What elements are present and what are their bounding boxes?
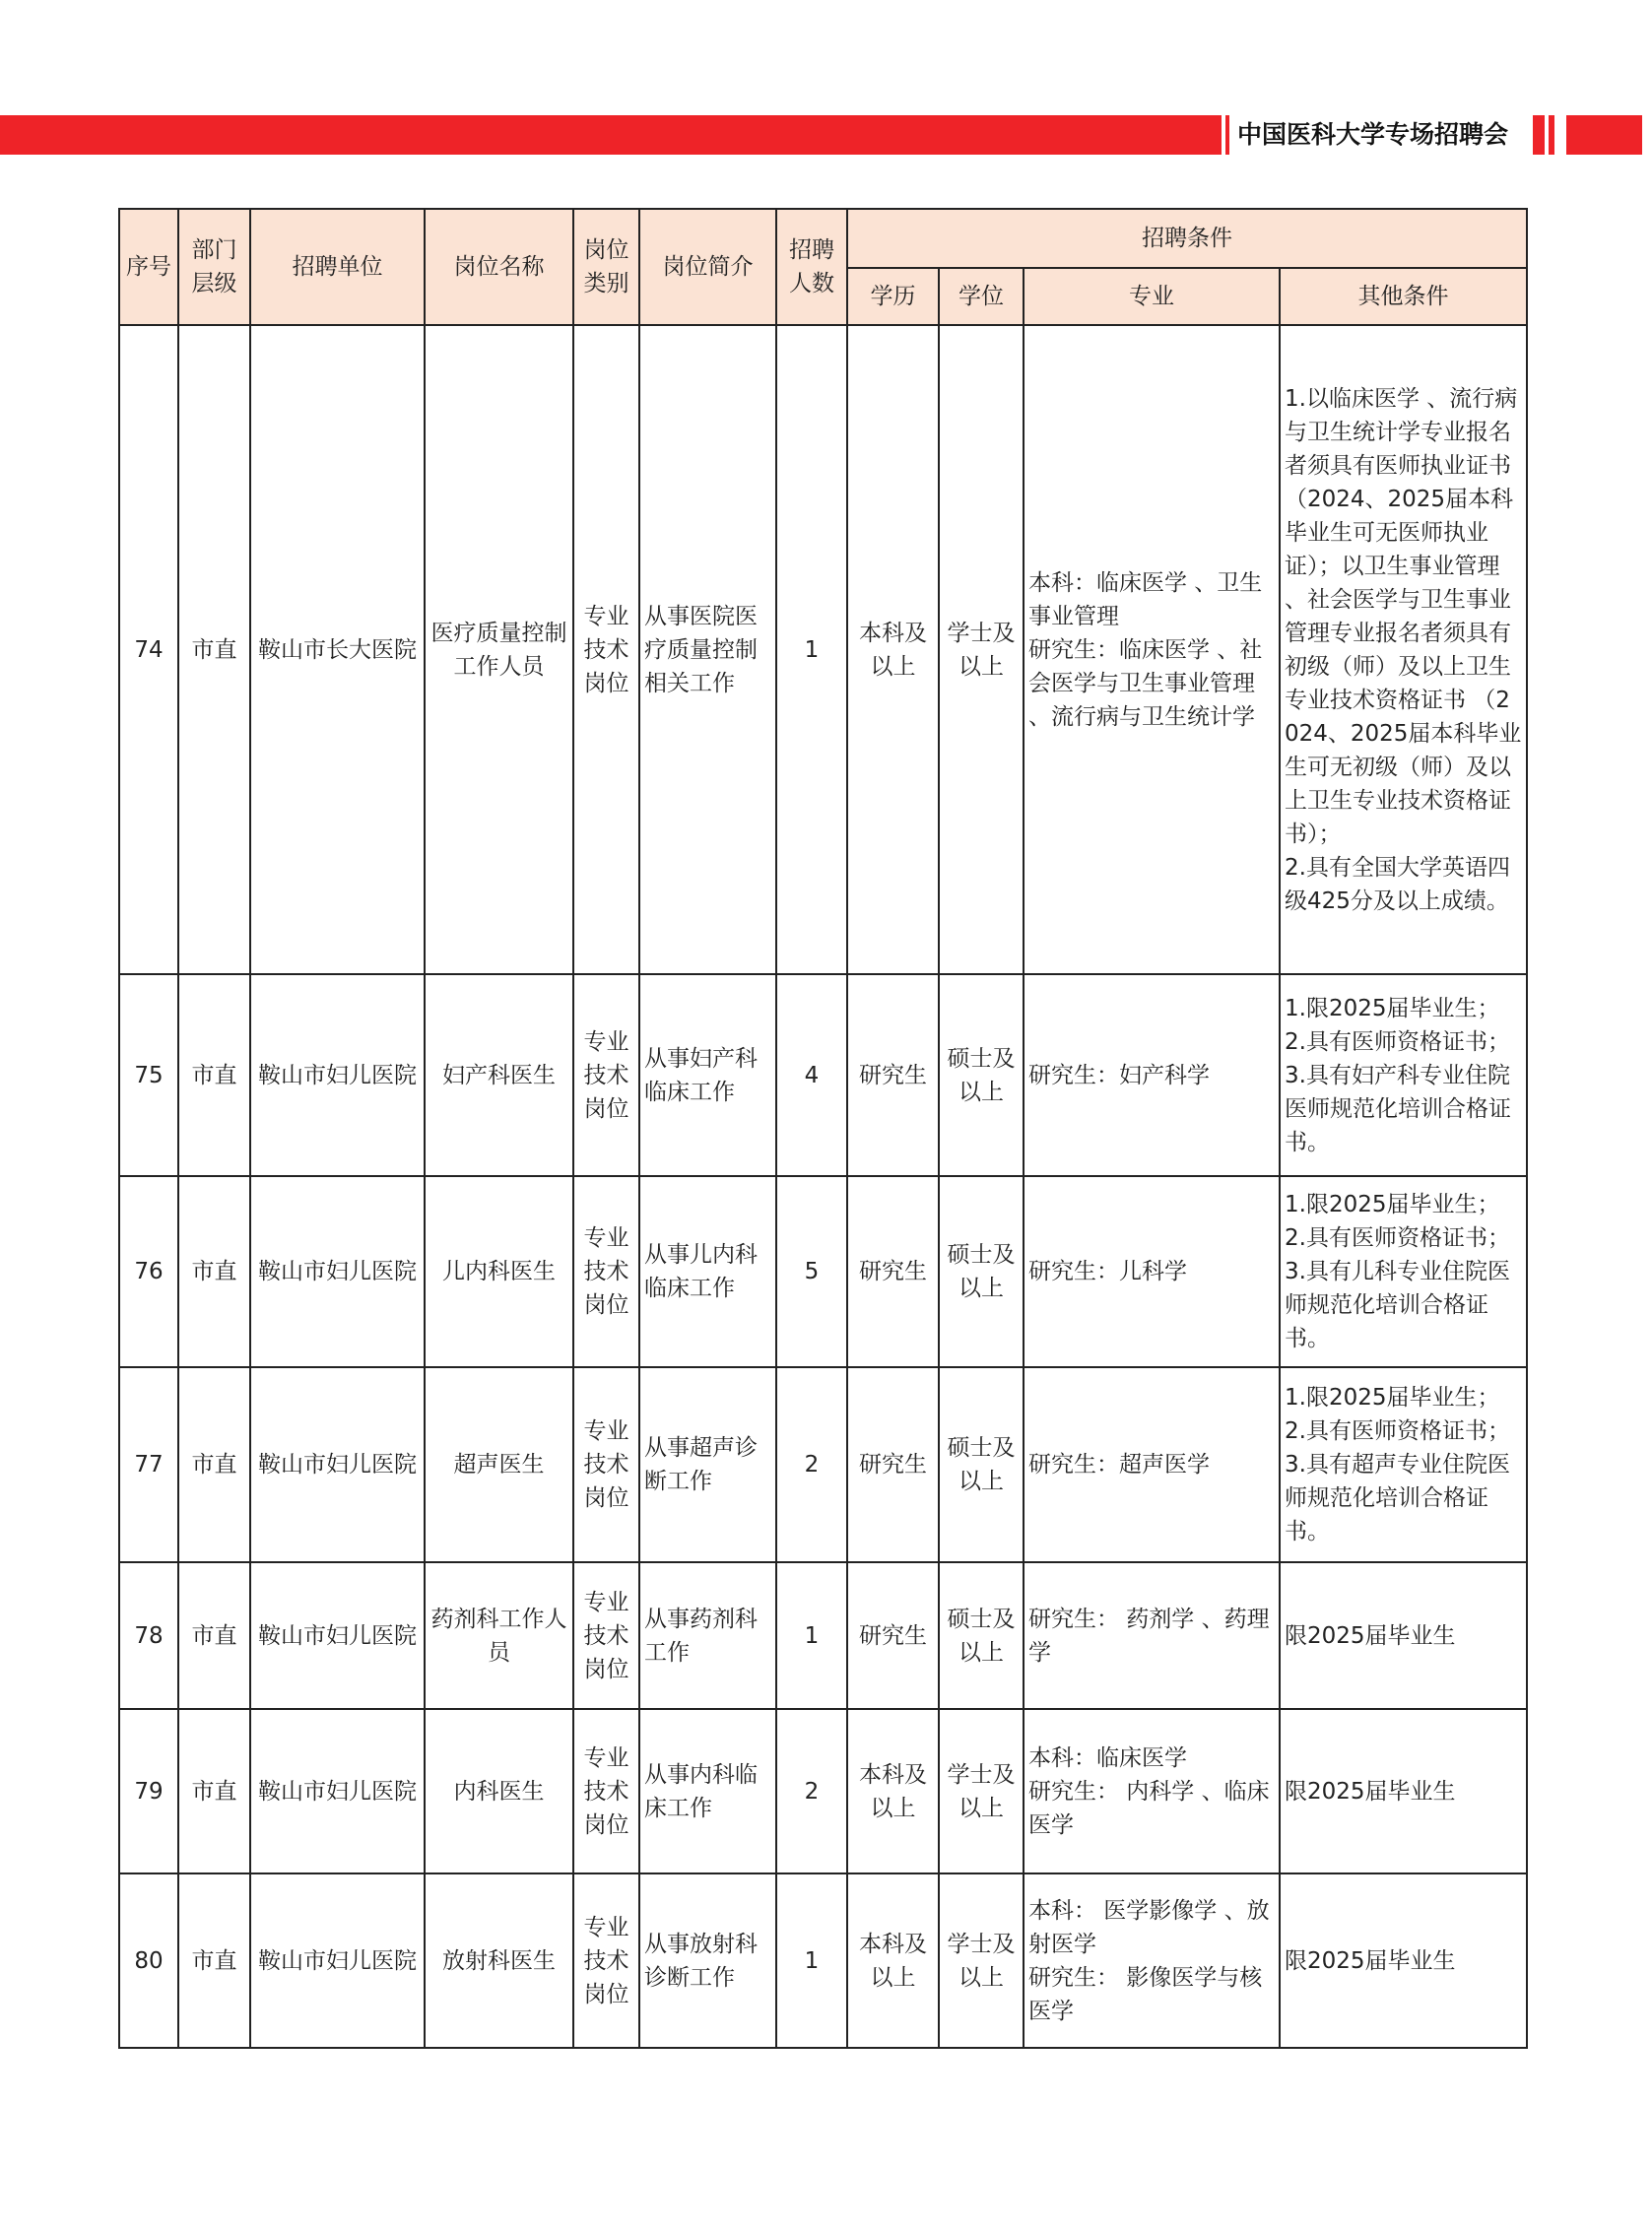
cell-unit: 鞍山市妇儿医院 xyxy=(250,1709,425,1873)
cell-seq: 79 xyxy=(119,1709,178,1873)
header-other: 其他条件 xyxy=(1280,268,1527,325)
cell-position: 药剂科工作人员 xyxy=(425,1562,573,1709)
cell-unit: 鞍山市妇儿医院 xyxy=(250,1873,425,2048)
cell-degree: 硕士及以上 xyxy=(939,1176,1024,1367)
cell-degree: 学士及以上 xyxy=(939,325,1024,974)
cell-level: 市直 xyxy=(178,1367,250,1562)
cell-major: 研究生：超声医学 xyxy=(1024,1367,1280,1562)
cell-degree: 硕士及以上 xyxy=(939,1562,1024,1709)
header-count: 招聘人数 xyxy=(776,209,847,325)
cell-major: 本科：临床医学 、卫生事业管理 研究生：临床医学 、社会医学与卫生事业管理 、流行病与卫生统计学 xyxy=(1024,325,1280,974)
header-position: 岗位名称 xyxy=(425,209,573,325)
recruitment-table xyxy=(118,208,1528,2049)
cell-count: 4 xyxy=(776,974,847,1176)
header-conditions: 招聘条件 xyxy=(847,209,1527,268)
table-body xyxy=(119,325,1527,2048)
header-dept-level: 部门层级 xyxy=(178,209,250,325)
header-band-right xyxy=(1566,115,1642,155)
cell-seq: 75 xyxy=(119,974,178,1176)
cell-major: 研究生：妇产科学 xyxy=(1024,974,1280,1176)
cell-other: 限2025届毕业生 xyxy=(1280,1562,1527,1709)
cell-count: 2 xyxy=(776,1709,847,1873)
cell-seq: 76 xyxy=(119,1176,178,1367)
cell-category: 专业技术岗位 xyxy=(573,325,639,974)
cell-other: 1.限2025届毕业生； 2.具有医师资格证书； 3.具有妇产科专业住院医师规范化培训合格证书。 xyxy=(1280,974,1527,1176)
cell-intro: 从事内科临床工作 xyxy=(639,1709,776,1873)
cell-category: 专业技术岗位 xyxy=(573,1562,639,1709)
header-band-separator xyxy=(1225,115,1229,155)
table-row xyxy=(119,974,1527,1176)
cell-position: 超声医生 xyxy=(425,1367,573,1562)
cell-education: 研究生 xyxy=(847,1367,939,1562)
cell-seq: 74 xyxy=(119,325,178,974)
cell-level: 市直 xyxy=(178,1873,250,2048)
cell-unit: 鞍山市妇儿医院 xyxy=(250,974,425,1176)
cell-count: 1 xyxy=(776,1873,847,2048)
cell-education: 研究生 xyxy=(847,974,939,1176)
cell-degree: 学士及以上 xyxy=(939,1709,1024,1873)
cell-major: 研究生： 药剂学 、药理学 xyxy=(1024,1562,1280,1709)
cell-unit: 鞍山市妇儿医院 xyxy=(250,1562,425,1709)
cell-education: 本科及以上 xyxy=(847,1709,939,1873)
cell-position: 医疗质量控制工作人员 xyxy=(425,325,573,974)
header-category: 岗位类别 xyxy=(573,209,639,325)
cell-position: 儿内科医生 xyxy=(425,1176,573,1367)
cell-intro: 从事医院医疗质量控制相关工作 xyxy=(639,325,776,974)
cell-degree: 硕士及以上 xyxy=(939,974,1024,1176)
header-band-bar xyxy=(1549,115,1554,155)
cell-level: 市直 xyxy=(178,325,250,974)
cell-level: 市直 xyxy=(178,1176,250,1367)
cell-other: 1.限2025届毕业生； 2.具有医师资格证书； 3.具有超声专业住院医师规范化培训合格证书。 xyxy=(1280,1367,1527,1562)
cell-education: 本科及以上 xyxy=(847,325,939,974)
cell-seq: 77 xyxy=(119,1367,178,1562)
table-row xyxy=(119,325,1527,974)
header-unit: 招聘单位 xyxy=(250,209,425,325)
cell-major: 本科： 医学影像学 、放射医学 研究生： 影像医学与核医学 xyxy=(1024,1873,1280,2048)
cell-intro: 从事药剂科工作 xyxy=(639,1562,776,1709)
cell-seq: 78 xyxy=(119,1562,178,1709)
cell-category: 专业技术岗位 xyxy=(573,974,639,1176)
cell-intro: 从事超声诊断工作 xyxy=(639,1367,776,1562)
cell-other: 1.以临床医学 、流行病与卫生统计学专业报名者须具有医师执业证书 （2024、2025届本科毕业生可无医师执业证）；以卫生事业管理 、社会医学与卫生事业管理专业报名者须具有初级（师）及以上卫生专业技术资格证书 （2024、2025届本科毕业生可无初级（师）及以上卫生专业技术资格证书）； 2.具有全国大学英语四级425分及以上成绩。 xyxy=(1280,325,1527,974)
cell-level: 市直 xyxy=(178,1709,250,1873)
banner-title: 中国医科大学专场招聘会 xyxy=(1237,120,1509,149)
table-row xyxy=(119,1873,1527,2048)
cell-unit: 鞍山市妇儿医院 xyxy=(250,1176,425,1367)
cell-intro: 从事妇产科临床工作 xyxy=(639,974,776,1176)
cell-education: 研究生 xyxy=(847,1176,939,1367)
cell-other: 1.限2025届毕业生； 2.具有医师资格证书； 3.具有儿科专业住院医师规范化培训合格证书。 xyxy=(1280,1176,1527,1367)
cell-education: 研究生 xyxy=(847,1562,939,1709)
table-row xyxy=(119,1709,1527,1873)
cell-degree: 硕士及以上 xyxy=(939,1367,1024,1562)
cell-education: 本科及以上 xyxy=(847,1873,939,2048)
cell-count: 1 xyxy=(776,1562,847,1709)
cell-unit: 鞍山市妇儿医院 xyxy=(250,1367,425,1562)
cell-count: 1 xyxy=(776,325,847,974)
header-degree: 学位 xyxy=(939,268,1024,325)
cell-category: 专业技术岗位 xyxy=(573,1709,639,1873)
cell-count: 5 xyxy=(776,1176,847,1367)
cell-position: 内科医生 xyxy=(425,1709,573,1873)
cell-position: 妇产科医生 xyxy=(425,974,573,1176)
cell-degree: 学士及以上 xyxy=(939,1873,1024,2048)
cell-intro: 从事放射科诊断工作 xyxy=(639,1873,776,2048)
cell-count: 2 xyxy=(776,1367,847,1562)
header-seq: 序号 xyxy=(119,209,178,325)
cell-other: 限2025届毕业生 xyxy=(1280,1873,1527,2048)
table-row xyxy=(119,1176,1527,1367)
cell-intro: 从事儿内科临床工作 xyxy=(639,1176,776,1367)
table-row xyxy=(119,1562,1527,1709)
cell-category: 专业技术岗位 xyxy=(573,1176,639,1367)
cell-position: 放射科医生 xyxy=(425,1873,573,2048)
table-row xyxy=(119,1367,1527,1562)
cell-seq: 80 xyxy=(119,1873,178,2048)
cell-major: 研究生：儿科学 xyxy=(1024,1176,1280,1367)
cell-category: 专业技术岗位 xyxy=(573,1873,639,2048)
header-intro: 岗位简介 xyxy=(639,209,776,325)
cell-level: 市直 xyxy=(178,974,250,1176)
header-band-left xyxy=(0,115,1222,155)
cell-major: 本科：临床医学 研究生： 内科学 、临床医学 xyxy=(1024,1709,1280,1873)
cell-other: 限2025届毕业生 xyxy=(1280,1709,1527,1873)
cell-unit: 鞍山市长大医院 xyxy=(250,325,425,974)
cell-category: 专业技术岗位 xyxy=(573,1367,639,1562)
header-major: 专业 xyxy=(1024,268,1280,325)
header-education: 学历 xyxy=(847,268,939,325)
header-band-bar xyxy=(1533,115,1545,155)
cell-level: 市直 xyxy=(178,1562,250,1709)
